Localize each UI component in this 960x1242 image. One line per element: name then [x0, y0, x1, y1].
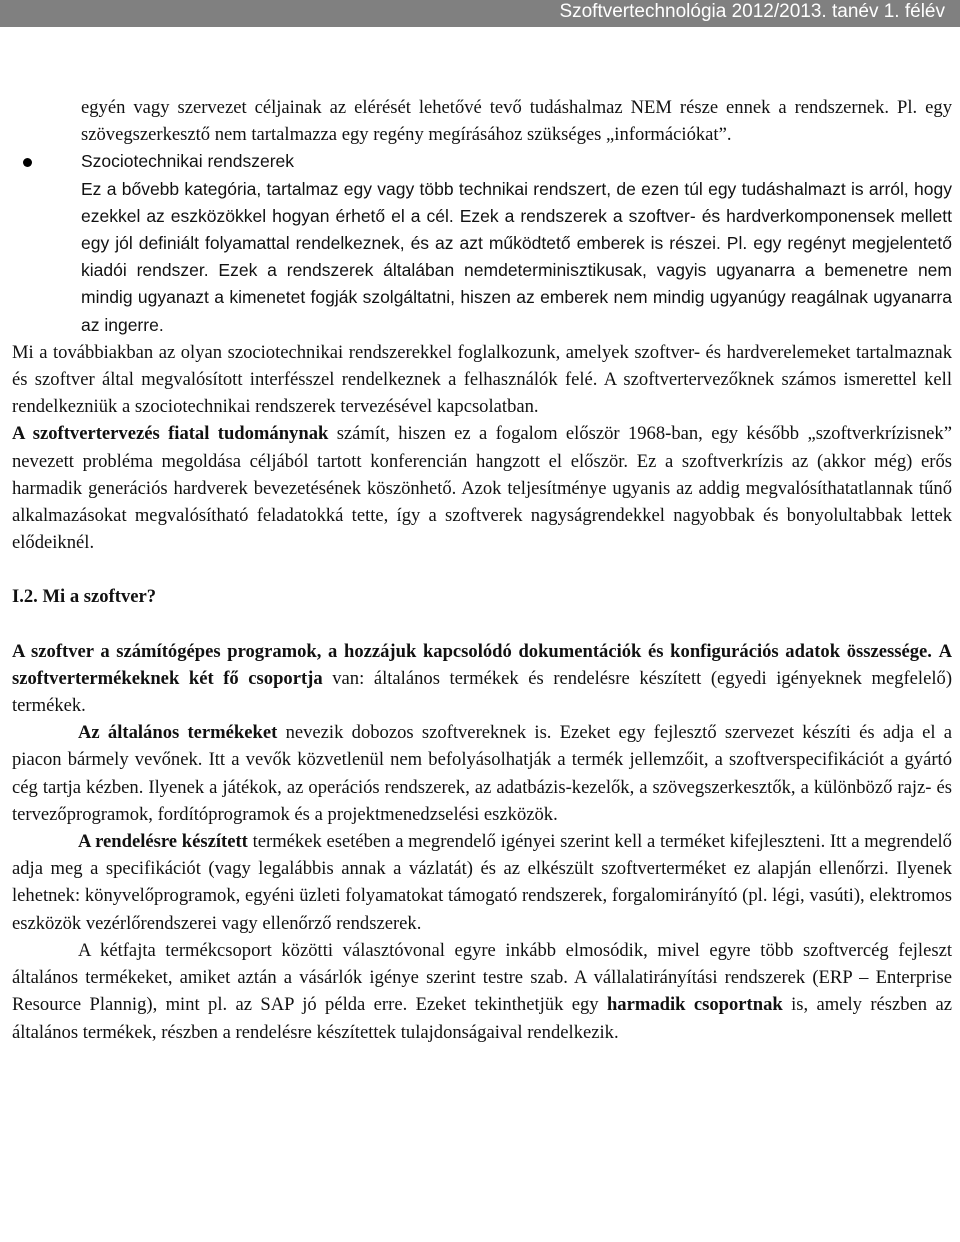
bullet-title: Szociotechnikai rendszerek — [81, 151, 295, 172]
space — [932, 641, 939, 662]
paragraph-text: termékek esetében a megrendelő igényei szerint kell a terméket kifejleszteni. Itt a megrendelő adja meg a specifikációt (vagy legalábbis annak a vázlatát) és az elkészült szoftverterméket ez alapján ellenőrzi. Ilyenek lehetnek: könyvelőprogramok, egyéni üzleti folyamatokat támogató rendszerek, forgalomirányító (pl. légi, vasúti), elektromos eszközök vezérlőrendszerei vagy ellenőrző rendszerek. — [12, 831, 952, 934]
bold-phrase: A rendelésre készített — [78, 831, 248, 853]
page-header — [0, 0, 960, 27]
bullet-text: Ez a bővebb kategória, tartalmaz egy vagy több technikai rendszert, de ezen túl egy tudáshalmazt is arról, hogy ezekkel az eszközökkel hogyan érhető el a cél. Ezek a rendszerek a szoftver- és hardverkomponensek mellett egy jól definiált folyamattal rendelkeznek, és az azt működtető emberek is részei. Pl. egy regényt megjelentető kiadói rendszer. Ezek a rendszerek általában nemdeterminisztikusak, vagyis ugyanarra a bemenetre nem mindig ugyanazt a kimenetet fogják szolgáltatni, hiszen az emberek nem mindig ugyanúgy reagálnak ugyanarra az ingerre. — [81, 178, 952, 335]
bold-phrase: A szoftvertervezés fiatal tudománynak — [12, 423, 329, 445]
document-body — [12, 94, 952, 1046]
bold-phrase: A szoftver a számítógépes programok, a hozzájuk kapcsolódó dokumentációk és konfigurációs adatok összessége. — [12, 640, 932, 662]
section-heading: I.2. Mi a szoftver? — [12, 586, 157, 608]
paragraph-custom-products — [12, 828, 952, 937]
paragraph-text: nevezik dobozos szoftvereknek is. Ezeket egy fejlesztő szervezet készíti és adja el a piacon bármely vevőnek. Itt a vevők közvetlenül nem befolyásolhatják a termék jellemzőit, a szoftverspecifikációt a gyártó cég tartja kézben. Ilyenek a játékok, az operációs rendszerek, az adatbázis-kezelők, a szövegszerkesztők, a különböző rajz- és tervezőprogramok, fordítóprogramok és a projektmenedzselési eszközök. — [12, 722, 952, 825]
paragraph-generic-products — [12, 719, 952, 828]
bold-phrase: harmadik csoportnak — [606, 994, 783, 1016]
paragraph-text: is, amely részben az általános termékek, részben a rendelésre készítettek tulajdonságaival rendelkezik. — [12, 994, 952, 1043]
paragraph-text: számít, hiszen ez a fogalom először 1968-ban, egy később „szoftverkrízisnek” nevezett probléma megoldása céljából tartott konferencián hangzott el először. Ez a szoftverkrízis az (akkor még) erős harmadik generációs hardverek bevezetésének köszönhető. Azok teljesítménye ugyanis az addig megvalósíthatatlannak tűnő alkalmazásokat megvalósítható feladatokká tette, így a szoftverek nagyságrendekkel nagyobbak és bonyolultabbak lettek elődeiknél. — [12, 423, 952, 554]
paragraph-text: A kétfajta termékcsoport közötti választóvonal egyre inkább elmosódik, mivel egyre több szoftvercég fejleszt általános termékeket, amiket aztán a vásárlók igénye szerint testre szab. A vállalatirányítási rendszerek (ERP – Enterprise Resource Plannig), mint pl. az SAP jó példa erre. Ezeket tekinthetjük egy — [12, 939, 952, 1016]
paragraph-third-group — [12, 937, 952, 1046]
bold-phrase: A szoftvertermékeknek két fő csoportja — [12, 640, 952, 689]
paragraph-text: van: általános termékek és rendelésre készített (egyedi igényeknek megfelelő) termékek. — [12, 667, 953, 717]
paragraph-software-engineering — [12, 420, 952, 556]
paragraph-sociotechnical-focus: Mi a továbbiakban az olyan szociotechnikai rendszerekkel foglalkozunk, amelyek szoftver- és hardverelemeket tartalmaznak és szoftver által megvalósított interfésszel rendelkeznek a felhasználók felé. A szoftvertervezőknek számos ismerettel kell rendelkezniük a szociotechnikai rendszerek tervezésével kapcsolatban. — [12, 341, 952, 418]
header-title: Szoftvertechnológia 2012/2013. tanév 1. félév — [559, 1, 945, 22]
bold-phrase: Az általános termékeket — [78, 722, 278, 744]
bullet-item-sociotechnical — [81, 148, 952, 338]
paragraph-continuation: egyén vagy szervezet céljainak az elérését lehetővé tevő tudáshalmaz NEM része ennek a rendszernek. Pl. egy szövegszerkesztő nem tartalmazza egy regény megírásához szükséges „információkat”. — [81, 97, 952, 146]
paragraph-software-definition — [12, 638, 952, 720]
bullet-dot-icon — [23, 158, 32, 167]
